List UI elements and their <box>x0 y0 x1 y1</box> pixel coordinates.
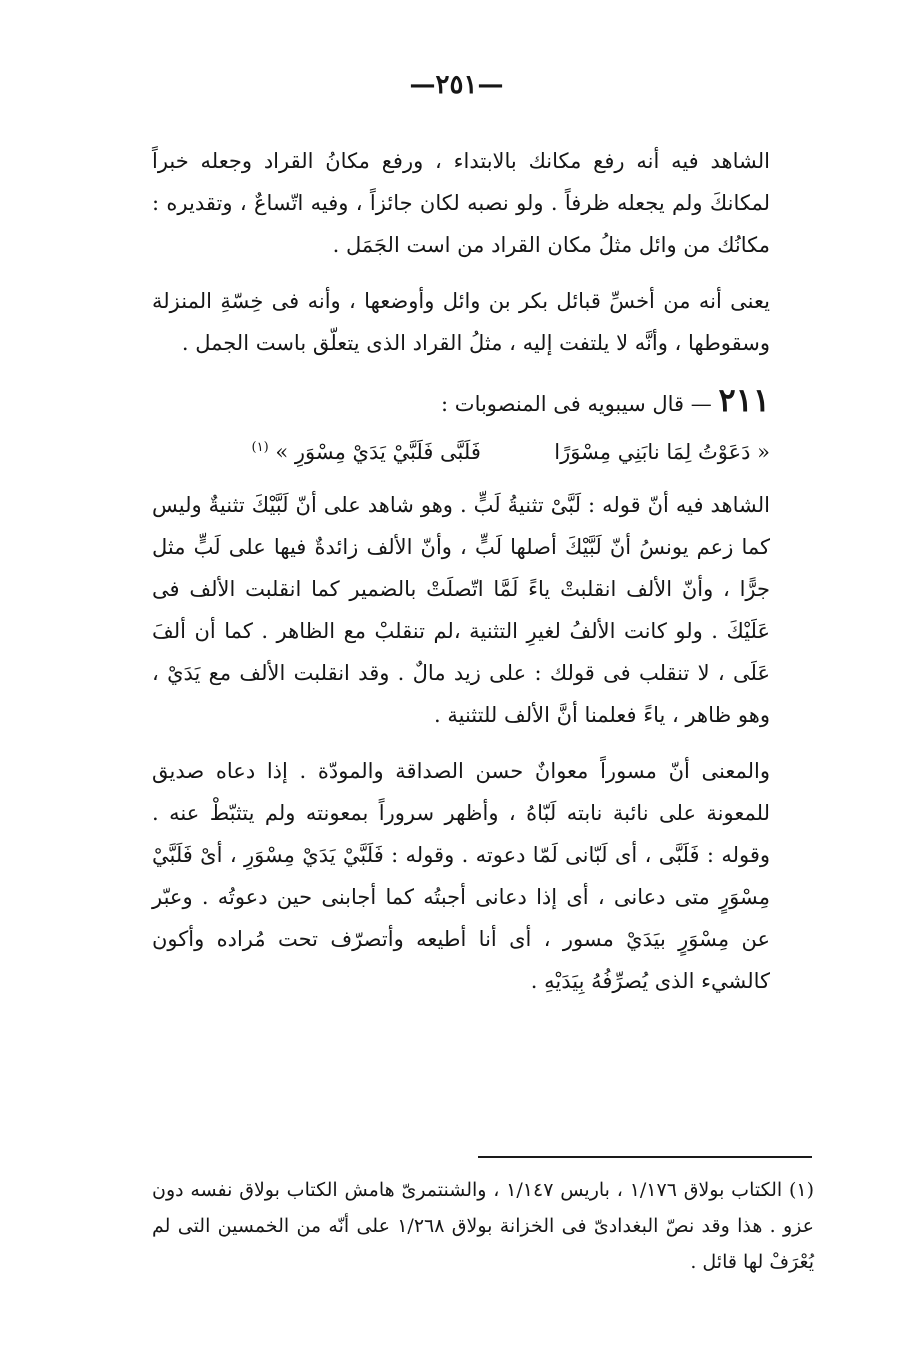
verse-hemistich-1: دَعَوْتُ لِمَا نابَنِي مِسْوَرًا <box>554 440 751 464</box>
footnote-separator <box>478 1156 812 1158</box>
section-heading <box>152 378 770 426</box>
paragraph-explanation-1: الشاهد فيه أنّ قوله : لَبَّىْ تثنيةُ لَبٍّ . وهو شاهد على أنّ لَبَّيْكَ تثنيةٌ وليس كما زعم يونسُ أنّ لَبَّيْكَ أصلها لَبٍّ ، وأنّ الألف زائدةٌ فيها على لَبٍّ مثل جرًّا ، وأنّ الألف انقلبتْ ياءً لَمَّا اتّصلَتْ بالضمير كما انقلبت الألف فى عَلَيْكَ . ولو كانت الألفُ لغيرِ التثنية ،لم تنقلبْ مع الظاهر . كما أن ألفَ عَلَى ، لا تنقلب فى قولك : على زيد مالٌ . وقد انقلبت الألف مع يَدَيْ ، وهو ظاهر ، ياءً فعلمنا أنَّ الألف للتثنية . <box>152 493 770 727</box>
page-number: —٢٥١— <box>409 70 504 100</box>
bleed-through-mark <box>155 1268 355 1282</box>
verse-line <box>152 426 770 474</box>
verse-close-quote: » <box>275 440 289 464</box>
verse-hemistich-2: فَلَبَّى فَلَبَّيْ يَدَيْ مِسْوَرِ <box>294 440 481 464</box>
footnote <box>152 1172 814 1280</box>
paragraph-commentary-1: الشاهد فيه أنه رفع مكانك بالابتداء ، ورفع مكانُ القراد وجعله خبراً لمكانكَ ولم يجعله ظرفاً . ولو نصبه لكان جائزاً ، وفيه اتّساعٌ ، وتقديره : مكانُك من وائل مثلُ مكان القراد من است الجَمَل . <box>152 149 770 257</box>
paragraph-explanation-2: والمعنى أنّ مسوراً معوانٌ حسن الصداقة والمودّة . إذا دعاه صديق للمعونة على نائبة نابته لَبّاهُ ، وأظهر سروراً بمعونته ولم يتثبّطْ عنه . وقوله : فَلَبَّى ، أى لَبّانى لَمّا دعوته . وقوله : فَلَبَّيْ يَدَيْ مِسْوَرِ ، أىْ فَلَبَّيْ مِسْوَرٍ متى دعانى ، أى إذا دعانى أجبتُه كما أجابنى حين دعوتُه . وعبّر عن مِسْوَرٍ بيَدَيْ مسور ، أى أنا أطيعه وأتصرّف تحت مُراده وأكون كالشيء الذى يُصرِّفُهُ بِيَدَيْهِ . <box>152 759 770 993</box>
section-number: ٢١١ <box>718 381 770 419</box>
footnote-reference: (١) <box>251 440 269 455</box>
footnote-text: (١) الكتاب بولاق ١/١٧٦ ، باريس ١/١٤٧ ، والشنتمرىّ هامش الكتاب بولاق نفسه دون عزو . هذا وقد نصّ البغدادىّ فى الخزانة بولاق ١/٢٦٨ على أنّه من الخمسين التى لم يُعْرَفْ لها قائل . <box>152 1179 815 1273</box>
verse-open-quote: « <box>757 440 770 464</box>
paragraph-commentary-2: يعنى أنه من أخسِّ قبائل بكر بن وائل وأوضعها ، وأنه فى خِسّةِ المنزلة وسقوطها ، وأنَّه لا يلتفت إليه ، مثلُ القراد الذى يتعلّق باست الجمل . <box>152 289 770 355</box>
section-intro: — قال سيبويه فى المنصوبات : <box>441 392 712 416</box>
page-body <box>152 140 770 1016</box>
